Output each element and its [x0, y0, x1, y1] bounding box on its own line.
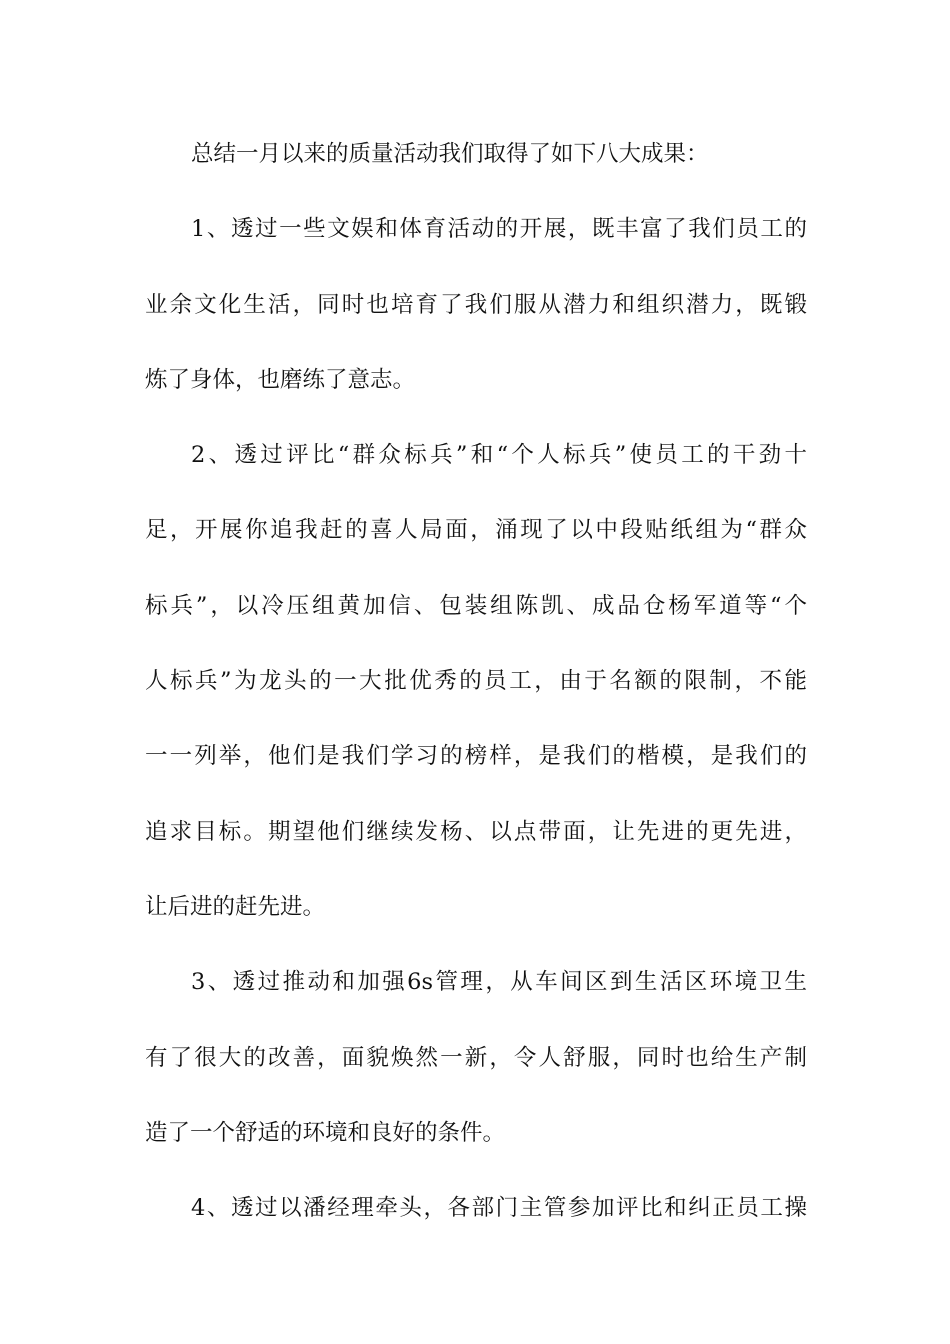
paragraph-2-line: 足，开展你追我赶的喜人局面，涌现了以中段贴纸组为“群众 [145, 517, 807, 544]
paragraph-2-line: 人标兵”为龙头的一大批优秀的员工，由于名额的限制，不能 [145, 668, 807, 695]
paragraph-2-line: 追求目标。期望他们继续发杨、以点带面，让先进的更先进， [145, 818, 807, 845]
paragraph-3-line: 3、透过推动和加强6s管理，从车间区到生活区环境卫生 [191, 969, 807, 996]
document-body [145, 124, 807, 1253]
paragraph-4-line: 4、透过以潘经理牵头，各部门主管参加评比和纠正员工操 [191, 1195, 807, 1222]
paragraph-1-line: 1、透过一些文娱和体育活动的开展，既丰富了我们员工的 [191, 216, 807, 243]
intro-line: 总结一月以来的质量活动我们取得了如下八大成果： [191, 141, 709, 167]
paragraph-2-line: 让后进的赶先进。 [145, 893, 326, 920]
paragraph-1-line: 炼了身体，也磨练了意志。 [145, 366, 416, 393]
paragraph-2-line: 一一列举，他们是我们学习的榜样，是我们的楷模，是我们的 [145, 743, 807, 770]
paragraph-1-line: 业余文化生活，同时也培育了我们服从潜力和组织潜力，既锻 [145, 291, 807, 318]
paragraph-2-line: 标兵”，以冷压组黄加信、包装组陈凯、成品仓杨军道等“个 [145, 592, 807, 619]
paragraph-3-line: 有了很大的改善，面貌焕然一新，令人舒服，同时也给生产制 [145, 1044, 807, 1071]
paragraph-2-line: 2、透过评比“群众标兵”和“个人标兵”使员工的干劲十 [191, 442, 807, 469]
paragraph-3-line: 造了一个舒适的环境和良好的条件。 [145, 1119, 506, 1146]
